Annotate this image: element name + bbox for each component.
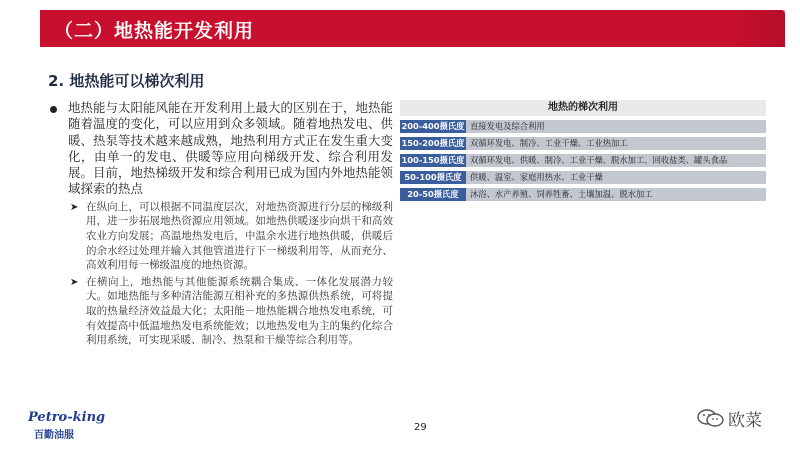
- use-cell: 直接发电及综合利用: [470, 121, 545, 131]
- sub-point-horizontal: [48, 275, 393, 348]
- company-logo: [28, 410, 110, 442]
- logo-wordmark: Petro-king: [28, 410, 106, 425]
- main-bullet-text: 地热能与太阳能风能在开发利用上最大的区别在于，地热能随着温度的变化，可以应用到众多领域。随着地热发电、供暖、热泵等技术越来越成熟，地热利用方式正在发生重大变化，由单一的发电、供暖等应用向梯级开发、综合利用发展。目前，地热梯级开发和综合利用已成为国内外地热能领域探索的热点: [68, 100, 393, 197]
- wechat-icon: [696, 408, 726, 428]
- table-title: 地热的梯次利用: [400, 100, 766, 116]
- bullet-dot-icon: [50, 106, 57, 113]
- watermark: [696, 406, 786, 430]
- temperature-cell: 20-50摄氏度: [400, 188, 466, 201]
- temperature-cell: 150-200摄氏度: [401, 138, 465, 148]
- geothermal-cascade-table: [400, 100, 766, 201]
- use-cell: 沐浴、水产养殖、饲养牲畜、土壤加温、脱水加工: [470, 189, 653, 199]
- body-text: [48, 100, 393, 348]
- table-row: [400, 137, 766, 150]
- main-bullet: [48, 100, 393, 198]
- table-row: [400, 120, 766, 133]
- sub-point-text: 在纵向上，可以根据不同温度层次，对地热资源进行分层的梯级利用，进一步拓展地热资源应用领域。如地热供暖逐步向烘干和高效农业方向发展；高温地热发电后，中温余水进行地热供暖，供暖后的余水经过处理并输入其他管道进行下一梯级利用等，从而充分、高效利用每一梯级温度的地热资源。: [86, 200, 393, 272]
- section-heading: 2. 地热能可以梯次利用: [48, 72, 205, 90]
- logo-chinese-name: 百勤油服: [34, 430, 74, 441]
- title-bar: [40, 10, 785, 47]
- arrow-bullet-icon: ➤: [70, 201, 79, 213]
- arrow-bullet-icon: ➤: [70, 276, 79, 288]
- page-number: 29: [414, 422, 427, 433]
- table-row: [400, 171, 766, 184]
- use-cell: 供暖、温室、家庭用热水、工业干燥: [470, 172, 603, 182]
- slide-title: （二）地热能开发利用: [54, 20, 255, 42]
- use-cell: 双循环发电、供暖、制冷、工业干燥、脱水加工、回收盐类、罐头食品: [470, 155, 728, 165]
- table-row: [400, 154, 766, 167]
- watermark-text: 欧菜: [728, 411, 762, 431]
- sub-point-text: 在横向上，地热能与其他能源系统耦合集成、一体化发展潜力较大。如地热能与多种清洁能源互相补充的多热源供热系统，可将提取的热量经济效益最大化；太阳能－地热能耦合地热发电系统，可有效提高中低温地热发电系统能效；以地热发电为主的集约化综合利用系统，可实现采暖、制冷、热泵和干燥等综合利用等。: [86, 275, 393, 347]
- title-bar-shade: [725, 10, 785, 47]
- temperature-cell: 200-400摄氏度: [401, 121, 465, 131]
- use-cell: 双循环发电、制冷、工业干燥、工业热加工: [470, 138, 628, 148]
- temperature-cell: 50-100摄氏度: [400, 171, 466, 184]
- sub-point-vertical: [48, 200, 393, 273]
- temperature-cell: 100-150摄氏度: [401, 155, 465, 165]
- table-row: [400, 188, 766, 201]
